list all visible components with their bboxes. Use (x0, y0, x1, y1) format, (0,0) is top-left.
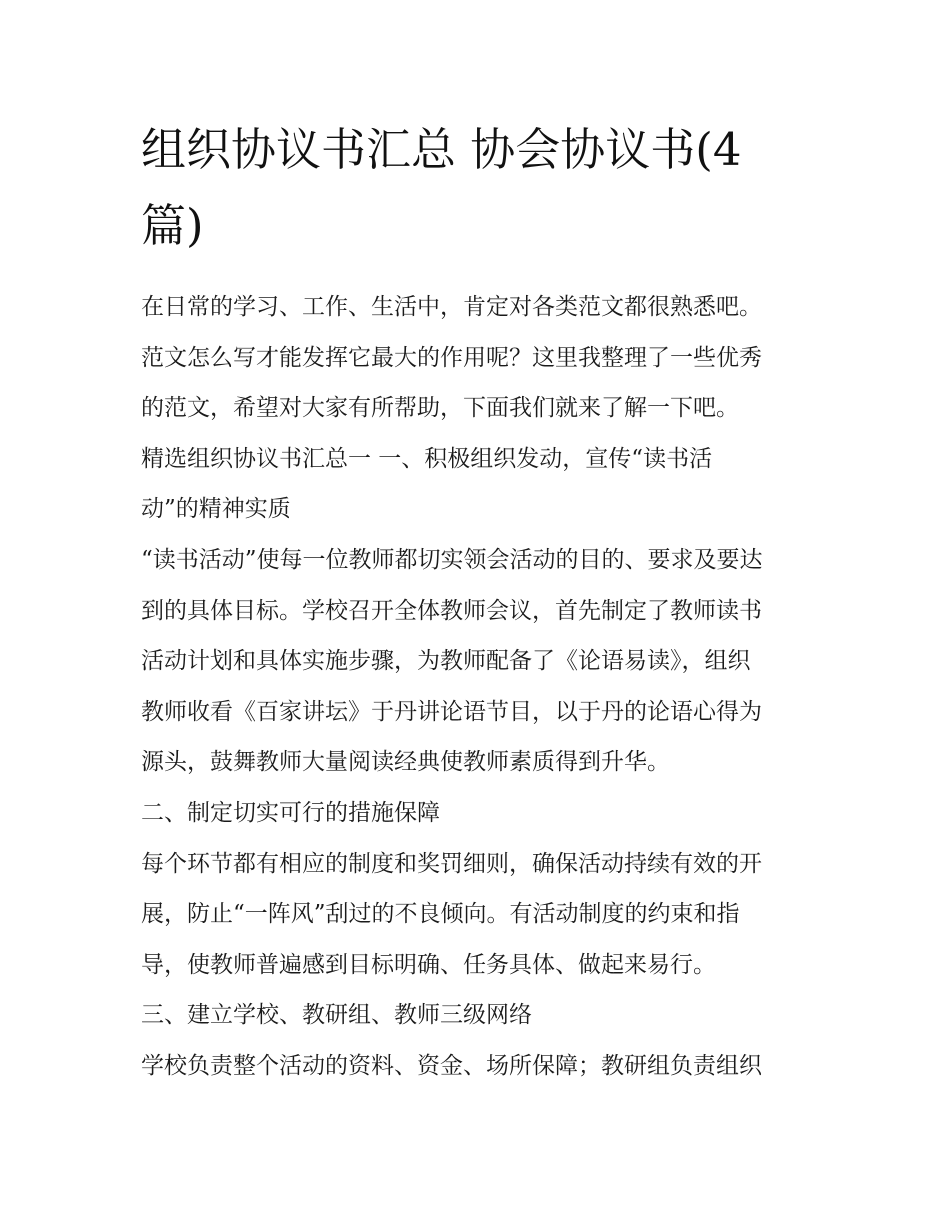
title-line: 篇) (141, 199, 204, 252)
paragraph-line: 学校负责整个活动的资料、资金、场所保障；教研组负责组织 (141, 1052, 762, 1079)
paragraph-line: 的范文，希望对大家有所帮助，下面我们就来了解一下吧。 (141, 395, 739, 422)
document-body (141, 282, 813, 1092)
paragraph-line: 导，使教师普遍感到目标明确、任务具体、做起来易行。 (141, 951, 716, 978)
section-heading-line: 动”的精神实质 (141, 496, 291, 523)
paragraph-line: 展，防止“一阵风”刮过的不良倾向。有活动制度的约束和指 (141, 901, 740, 928)
paragraph-line: 教师收看《百家讲坛》于丹讲论语节目，以于丹的论语心得为 (141, 698, 762, 725)
document-content (141, 112, 813, 1092)
paragraph-line: 到的具体目标。学校召开全体教师会议，首先制定了教师读书 (141, 597, 762, 624)
document-title (141, 112, 813, 264)
paragraph-line: 范文怎么写才能发挥它最大的作用呢？这里我整理了一些优秀 (141, 344, 762, 371)
paragraph-line: “读书活动”使每一位教师都切实领会活动的目的、要求及要达 (141, 546, 763, 573)
paragraph-line: 活动计划和具体实施步骤，为教师配备了《论语易读》，组织 (141, 648, 751, 675)
section-heading-line: 三、建立学校、教研组、教师三级网络 (141, 1002, 532, 1029)
paragraph-line: 每个环节都有相应的制度和奖罚细则，确保活动持续有效的开 (141, 850, 762, 877)
section-heading-line: 二、制定切实可行的措施保障 (141, 799, 440, 826)
paragraph-line: 在日常的学习、工作、生活中，肯定对各类范文都很熟悉吧。 (141, 294, 762, 320)
section-heading-line: 精选组织协议书汇总一 一、积极组织发动，宣传“读书活 (141, 445, 713, 472)
title-line: 组织协议书汇总 协会协议书(4 (141, 123, 742, 176)
paragraph-line: 源头，鼓舞教师大量阅读经典使教师素质得到升华。 (141, 749, 670, 776)
